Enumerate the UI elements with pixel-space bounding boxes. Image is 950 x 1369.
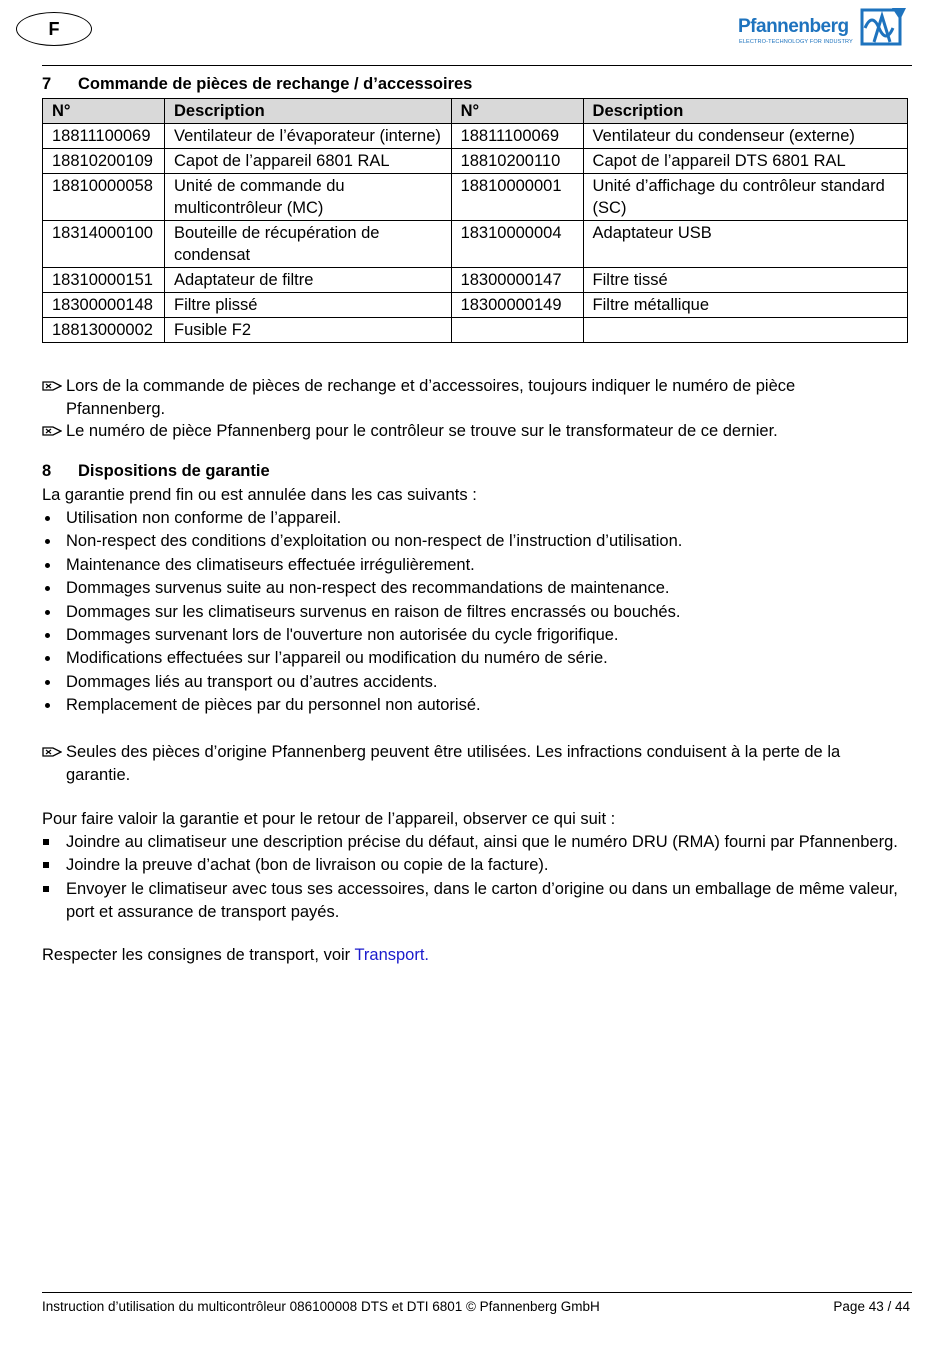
note-controller: [42, 420, 882, 443]
section-8-title: [42, 462, 270, 481]
note-text: Le numéro de pièce Pfannenberg pour le contrôleur se trouve sur le transformateur de ce dernier.: [66, 422, 778, 440]
list-item-text: Maintenance des climatiseurs effectuée irrégulièrement.: [66, 555, 475, 574]
pointing-hand-icon: [42, 745, 62, 759]
part-description: Capot de l’appareil DTS 6801 RAL: [583, 149, 907, 174]
section-number: 8: [42, 462, 52, 480]
footer-page-number: Page 43 / 44: [833, 1299, 910, 1314]
pointing-hand-icon: [42, 424, 62, 438]
list-item: [42, 694, 902, 717]
part-number: 18300000147: [451, 268, 583, 293]
part-number: 18310000004: [451, 221, 583, 268]
part-description: Unité de commande du multicontrôleur (MC): [164, 174, 451, 221]
footer-divider: [42, 1292, 912, 1293]
warranty-intro: La garantie prend fin ou est annulée dans les cas suivants :: [42, 486, 477, 504]
return-steps-list: [42, 831, 902, 925]
list-item: [42, 647, 902, 670]
return-intro: Pour faire valoir la garantie et pour le retour de l’appareil, observer ce qui suit :: [42, 810, 616, 828]
part-number: 18300000149: [451, 293, 583, 318]
table-row: [43, 293, 908, 318]
logo-tagline: ELECTRO-TECHNOLOGY FOR INDUSTRY: [739, 39, 853, 45]
note-original-parts: [42, 741, 882, 786]
part-number: [451, 318, 583, 343]
list-item: [42, 831, 902, 854]
transport-note: [42, 944, 902, 967]
list-item: [42, 554, 902, 577]
table-row: [43, 124, 908, 149]
list-item: [42, 878, 902, 925]
part-number: 18811100069: [451, 124, 583, 149]
part-number: 18810200109: [43, 149, 165, 174]
part-description: Ventilateur de l’évaporateur (interne): [164, 124, 451, 149]
part-description: Fusible F2: [164, 318, 451, 343]
part-description: Capot de l’appareil 6801 RAL: [164, 149, 451, 174]
part-number: 18300000148: [43, 293, 165, 318]
spare-parts-table: [42, 98, 908, 343]
transport-text: Respecter les consignes de transport, voir: [42, 946, 355, 964]
column-header: N°: [451, 99, 583, 124]
list-item: [42, 577, 902, 600]
warranty-exclusions-list: [42, 507, 902, 718]
part-number: 18810000001: [451, 174, 583, 221]
part-number: 18314000100: [43, 221, 165, 268]
list-item: [42, 671, 902, 694]
list-item-text: Dommages sur les climatiseurs survenus en raison de filtres encrassés ou bouchés.: [66, 602, 681, 621]
list-item-text: Joindre au climatiseur une description précise du défaut, ainsi que le numéro DRU (RMA) fourni par Pfannenberg.: [66, 833, 898, 851]
part-number: 18810200110: [451, 149, 583, 174]
part-description: Ventilateur du condenseur (externe): [583, 124, 907, 149]
column-header: N°: [43, 99, 165, 124]
language-badge: F: [16, 12, 92, 46]
logo-mark-icon: [860, 6, 908, 48]
part-description: Adaptateur de filtre: [164, 268, 451, 293]
section-title-text: Commande de pièces de rechange / d’accessoires: [78, 75, 473, 93]
section-title-text: Dispositions de garantie: [78, 462, 270, 480]
part-description: Filtre métallique: [583, 293, 907, 318]
part-number: 18310000151: [43, 268, 165, 293]
table-row: [43, 149, 908, 174]
part-number: 18811100069: [43, 124, 165, 149]
logo-name: Pfannenberg: [738, 16, 849, 37]
pfannenberg-logo: [738, 6, 910, 50]
part-description: [583, 318, 907, 343]
part-number: 18813000002: [43, 318, 165, 343]
section-number: 7: [42, 75, 52, 93]
table-row: [43, 318, 908, 343]
part-description: Bouteille de récupération de condensat: [164, 221, 451, 268]
part-number: 18810000058: [43, 174, 165, 221]
header-divider: [42, 65, 912, 66]
note-text: Seules des pièces d’origine Pfannenberg peuvent être utilisées. Les infractions conduisent à la perte de la garantie.: [66, 743, 841, 784]
pointing-hand-icon: [42, 379, 62, 393]
footer-document-title: Instruction d’utilisation du multicontrôleur 086100008 DTS et DTI 6801 © Pfannenberg GmbH: [42, 1299, 600, 1314]
list-item: [42, 601, 902, 624]
list-item-text: Dommages survenant lors de l'ouverture non autorisée du cycle frigorifique.: [66, 626, 619, 645]
column-header: Description: [583, 99, 907, 124]
list-item: [42, 530, 902, 553]
section-7-title: [42, 75, 472, 94]
table-row: [43, 221, 908, 268]
list-item-text: Joindre la preuve d’achat (bon de livraison ou copie de la facture).: [66, 856, 549, 875]
part-description: Unité d’affichage du contrôleur standard (SC): [583, 174, 907, 221]
column-header: Description: [164, 99, 451, 124]
table-header-row: [43, 99, 908, 124]
table-row: [43, 174, 908, 221]
list-item-text: Non-respect des conditions d’exploitation ou non-respect de l’instruction d’utilisation.: [66, 532, 683, 551]
transport-link[interactable]: Transport.: [354, 946, 430, 964]
part-description: Filtre plissé: [164, 293, 451, 318]
list-item-text: Dommages liés au transport ou d’autres accidents.: [66, 672, 438, 691]
part-description: Filtre tissé: [583, 268, 907, 293]
list-item: [42, 854, 902, 877]
list-item-text: Utilisation non conforme de l’appareil.: [66, 509, 342, 527]
list-item-text: Dommages survenus suite au non-respect des recommandations de maintenance.: [66, 579, 670, 598]
list-item-text: Envoyer le climatiseur avec tous ses accessoires, dans le carton d’origine ou dans un emballage de même valeur, port et assurance de transport payés.: [66, 879, 898, 922]
note-text: Lors de la commande de pièces de rechange et d’accessoires, toujours indiquer le numéro de pièce Pfannenberg.: [66, 377, 796, 418]
list-item: [42, 624, 902, 647]
note-order: [42, 375, 882, 420]
list-item: [42, 507, 902, 530]
list-item-text: Modifications effectuées sur l’appareil ou modification du numéro de série.: [66, 649, 608, 668]
table-row: [43, 268, 908, 293]
list-item-text: Remplacement de pièces par du personnel non autorisé.: [66, 696, 481, 715]
part-description: Adaptateur USB: [583, 221, 907, 268]
